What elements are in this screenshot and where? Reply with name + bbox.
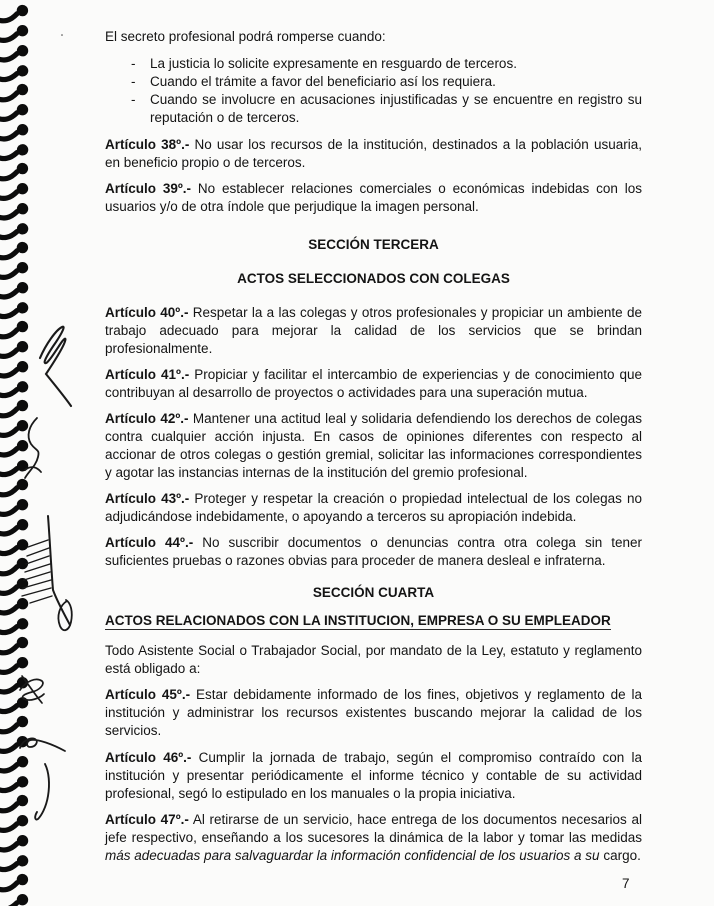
spiral-binding — [0, 0, 90, 906]
article-43 — [105, 490, 642, 526]
article-label: Artículo 42º.- — [105, 411, 189, 426]
article-41 — [105, 366, 642, 402]
section-4-subtitle — [105, 612, 642, 630]
list-item — [105, 73, 642, 91]
article-text: Cumplir la jornada de trabajo, según el compromiso contraído con la institución y presentar periódicamente el informe técnico y contable de su actividad profesional, segó lo estipulado en los manuales o la propia iniciativa. — [105, 750, 642, 801]
article-39 — [105, 180, 642, 216]
bullet-list — [105, 55, 642, 127]
article-42 — [105, 410, 642, 482]
article-label: Artículo 40º.- — [105, 305, 189, 320]
article-text: Propiciar y facilitar el intercambio de experiencias y de conocimiento que contribuyan al desarrollo de proyectos o actividades para una superación mutua. — [105, 367, 642, 400]
article-text-italic: más adecuadas para salvaguardar la información confidencial de los usuarios a su — [105, 848, 600, 863]
article-label: Artículo 39º.- — [105, 181, 192, 196]
list-item — [105, 91, 642, 127]
bullet-dash-icon: - — [131, 56, 136, 71]
article-40 — [105, 304, 642, 358]
article-label: Artículo 43º.- — [105, 491, 190, 506]
document-page — [105, 28, 642, 865]
bullet-text: Cuando el trámite a favor del beneficiario así los requiera. — [150, 74, 496, 89]
section-3-subtitle: ACTOS SELECCIONADOS CON COLEGAS — [237, 271, 510, 286]
page-number: 7 — [622, 876, 630, 891]
bullet-dash-icon: - — [131, 74, 136, 89]
article-label: Artículo 38º.- — [105, 137, 190, 152]
article-44 — [105, 534, 642, 570]
article-38 — [105, 136, 642, 172]
section-4-title: SECCIÓN CUARTA — [312, 585, 435, 600]
bullet-dash-icon: - — [131, 92, 136, 107]
list-item — [105, 55, 642, 73]
article-text: Respetar la a las colegas y otros profesionales y propiciar un ambiente de trabajo adecuado para mejorar la calidad de los servicios que se brindan profesionalmente. — [105, 305, 642, 356]
article-label: Artículo 47º.- — [105, 812, 189, 827]
underlined-heading: ACTOS RELACIONADOS CON LA INSTITUCION, EMPRESA O SU EMPLEADOR — [105, 613, 611, 628]
article-45 — [105, 686, 642, 740]
article-label: Artículo 46º.- — [105, 750, 192, 765]
article-text: No establecer relaciones comerciales o económicas indebidas con los usuarios y/o de otra índole que perjudique la imagen personal. — [105, 181, 642, 214]
bullet-text: La justicia lo solicite expresamente en resguardo de terceros. — [150, 56, 517, 71]
article-47 — [105, 811, 642, 865]
intro-paragraph: El secreto profesional podrá romperse cuando: — [105, 29, 386, 44]
article-text: No usar los recursos de la institución, destinados a la población usuaria, en beneficio propio o de terceros. — [105, 137, 642, 170]
article-46 — [105, 749, 642, 803]
article-label: Artículo 44º.- — [105, 535, 194, 550]
article-label: Artículo 41º.- — [105, 367, 190, 382]
section-4-intro: Todo Asistente Social o Trabajador Social, por mandato de la Ley, estatuto y reglamento está obligado a: — [105, 643, 642, 676]
article-text: No suscribir documentos o denuncias contra otra colega sin tener suficientes pruebas o razones obvias para proceder de manera desleal e infraterna. — [105, 535, 642, 568]
article-text: Estar debidamente informado de los fines, objetivos y reglamento de la institución y administrar los recursos existentes buscando mejorar la calidad de los servicios. — [105, 687, 642, 738]
article-label: Artículo 45º.- — [105, 687, 191, 702]
article-text: Mantener una actitud leal y solidaria defendiendo los derechos de colegas contra cualquier acción injusta. En casos de opiniones diferentes con respecto al accionar de otros colegas o gestión gremial, solicitar las informaciones correspondientes y agotar las instancias internas de la institución del gremio profesional. — [105, 411, 642, 480]
article-text: Al retirarse de un servicio, hace entrega de los documentos necesarios al jefe respectivo, enseñando a los sucesores la dinámica de la labor y tomar las medidas — [105, 812, 642, 845]
section-3-title: SECCIÓN TERCERA — [308, 237, 439, 252]
article-text: cargo. — [603, 848, 641, 863]
article-text: Proteger y respetar la creación o propiedad intelectual de los colegas no adjudicándose indebidamente, o apoyando a terceros su apropiación indebida. — [105, 491, 642, 524]
bullet-text: Cuando se involucre en acusaciones injustificadas y se encuentre en registro su reputación o de terceros. — [150, 92, 642, 125]
